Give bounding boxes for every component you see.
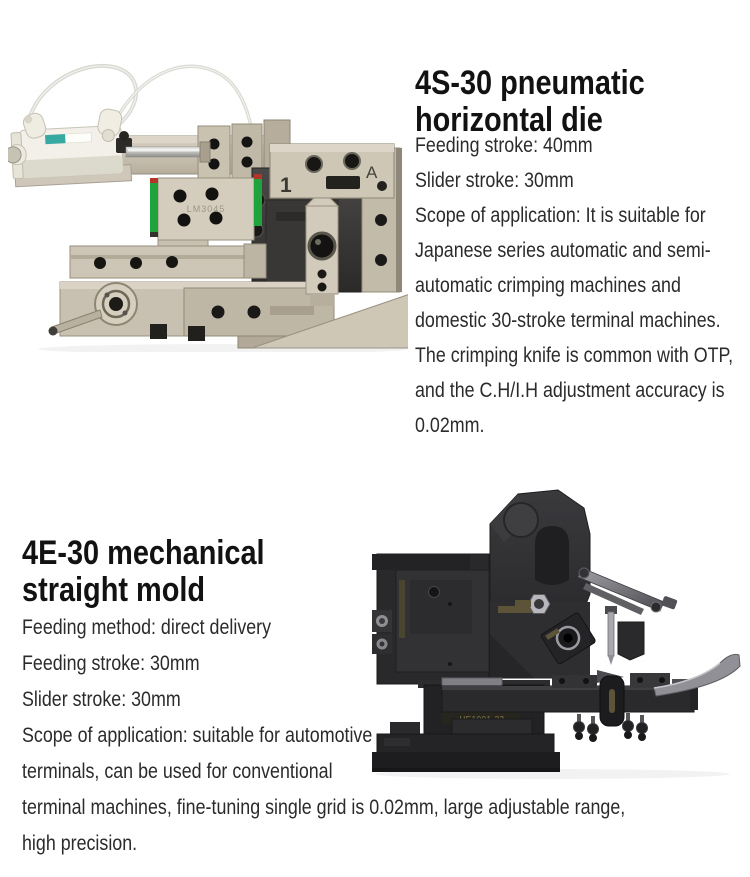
spec-line: terminals, can be used for conventional	[22, 760, 333, 783]
green-rail-left	[150, 182, 158, 232]
product-2-specs	[22, 610, 372, 790]
green-rail-right	[254, 178, 262, 226]
spec-line: terminal machines, fine-tuning single grid is 0.02mm, large adjustable range,	[22, 796, 626, 819]
crimp-pin	[605, 606, 644, 665]
spec-line: Slider stroke: 30mm	[22, 688, 181, 711]
mold-left-block	[372, 554, 489, 684]
cam-disc	[504, 503, 538, 537]
spec-line: Japanese series automatic and semi-	[415, 239, 711, 262]
mold-lever	[578, 568, 678, 615]
stamp-marking-a: A	[366, 163, 378, 182]
mechanical-mold-illustration	[372, 482, 747, 782]
spec-line: automatic crimping machines and	[415, 274, 681, 297]
brand-label	[45, 134, 65, 144]
feed-rail	[70, 244, 266, 278]
spec-line: high precision.	[22, 832, 138, 855]
spec-line: and the C.H/I.H adjustment accuracy is	[415, 379, 725, 402]
mechanical-mold-photo	[372, 482, 747, 782]
spec-line: Feeding stroke: 40mm	[415, 134, 593, 157]
title-line: 4E-30 mechanical	[22, 533, 265, 572]
spec-line: 0.02mm.	[415, 414, 485, 437]
air-cylinder	[8, 106, 132, 187]
stamp-marking-1: 1	[280, 174, 292, 197]
product-2-title	[22, 535, 265, 609]
spec-line: Feeding method: direct delivery	[22, 616, 272, 639]
spec-line: Scope of application: It is suitable for	[415, 204, 706, 227]
title-line: horizontal die	[415, 100, 603, 139]
title-line: 4S-30 pneumatic	[415, 63, 645, 102]
spec-line: The crimping knife is common with OTP,	[415, 344, 734, 367]
pneumatic-die-photo	[8, 52, 408, 352]
title-line: straight mold	[22, 570, 206, 609]
spec-line: Feeding stroke: 30mm	[22, 652, 200, 675]
guide-engraving: LM3045	[186, 204, 226, 214]
pneumatic-die-illustration	[8, 52, 408, 352]
spec-line: Scope of application: suitable for automotive	[22, 724, 373, 747]
spec-line: Slider stroke: 30mm	[415, 169, 574, 192]
spec-line: domestic 30-stroke terminal machines.	[415, 309, 721, 332]
product-2-specs-continued	[22, 790, 625, 862]
product-1-specs	[415, 128, 733, 443]
